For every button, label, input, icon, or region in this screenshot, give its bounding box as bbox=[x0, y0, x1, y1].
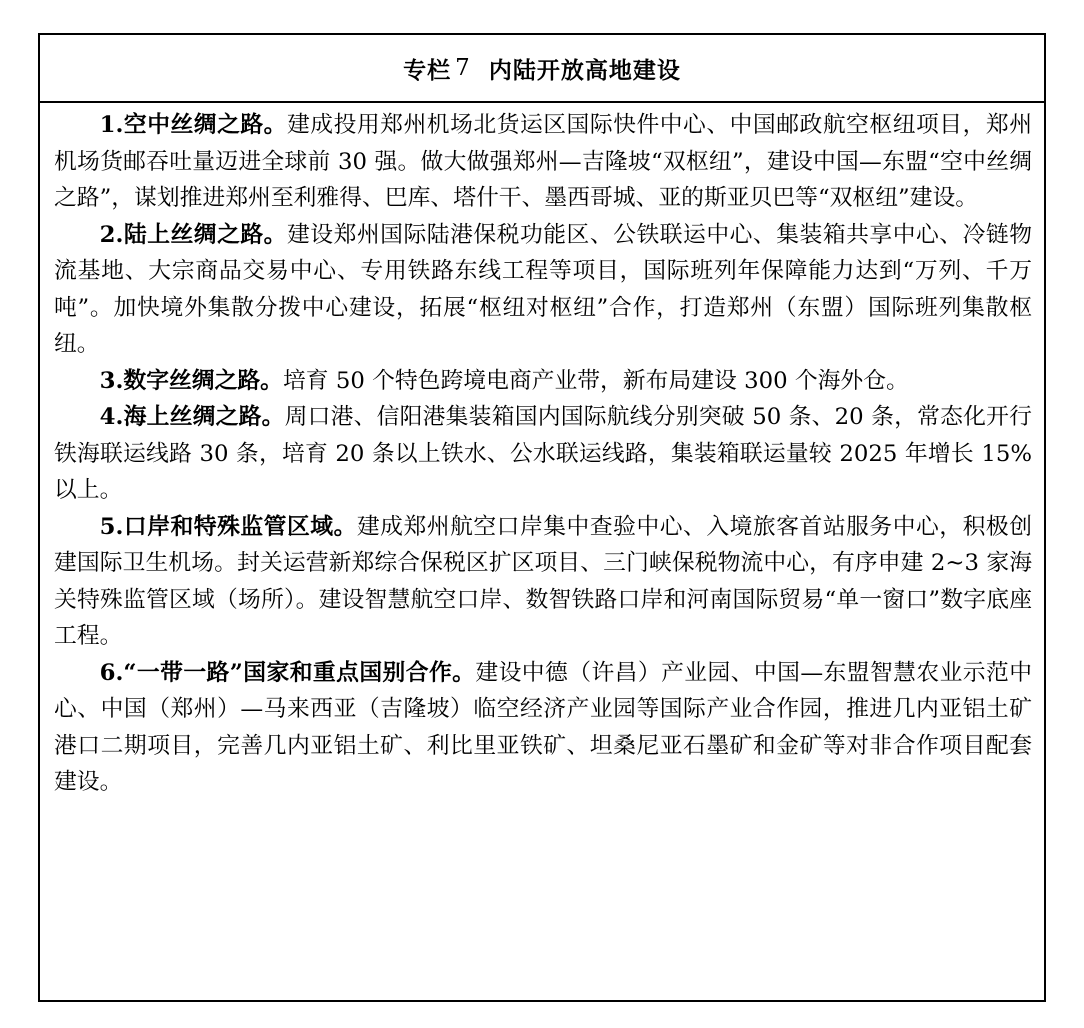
list-item bbox=[54, 363, 1032, 400]
item-text: 建设郑州国际陆港保税功能区、公铁联运中心、集装箱共享中心、冷链物流基地、大宗商品交易中心、专用铁路东线工程等项目，国际班列年保障能力达到“万列、千万吨”。加快境外集散分拨中心建设，拓展“枢纽对枢纽”合作，打造郑州（东盟）国际班列集散枢纽。 bbox=[54, 221, 1032, 357]
item-heading: 4.海上丝绸之路。 bbox=[99, 404, 285, 430]
column-title bbox=[40, 35, 1044, 103]
item-heading: 2.陆上丝绸之路。 bbox=[99, 221, 287, 248]
list-item bbox=[54, 399, 1032, 509]
item-text: 培育 50 个特色跨境电商产业带，新布局建设 300 个海外仓。 bbox=[282, 367, 909, 394]
column-title-prefix: 专栏 bbox=[403, 56, 452, 84]
item-text: 建设中德（许昌）产业园、中国—东盟智慧农业示范中心、中国（郑州）—马来西亚（吉隆坡）临空经济产业园等国际产业合作园，推进几内亚铝土矿港口二期项目，完善几内亚铝土矿、利比里亚铁矿、坦桑尼亚石墨矿和金矿等对非合作项目配套建设。 bbox=[54, 659, 1033, 795]
list-item bbox=[54, 655, 1032, 801]
column-box bbox=[38, 33, 1046, 1002]
list-item bbox=[54, 509, 1032, 655]
item-heading: 6.“一带一路”国家和重点国别合作。 bbox=[99, 659, 476, 686]
list-item bbox=[54, 107, 1032, 217]
column-title-text: 内陆开放高地建设 bbox=[488, 56, 681, 84]
item-text: 建成投用郑州机场北货运区国际快件中心、中国邮政航空枢纽项目，郑州机场货邮吞吐量迈进全球前 30 强。做大做强郑州—吉隆坡“双枢纽”，建设中国—东盟“空中丝绸之路”，谋划推进郑州至利雅得、巴库、塔什干、墨西哥城、亚的斯亚贝巴等“双枢纽”建设。 bbox=[54, 112, 1032, 211]
item-heading: 5.口岸和特殊监管区域。 bbox=[99, 513, 357, 540]
item-heading: 3.数字丝绸之路。 bbox=[99, 367, 283, 394]
list-item bbox=[54, 217, 1032, 363]
column-body bbox=[40, 103, 1044, 801]
column-title-number: 7 bbox=[455, 55, 471, 81]
item-text: 周口港、信阳港集装箱国内国际航线分别突破 50 条、20 条，常态化开行铁海联运线路 30 条，培育 20 条以上铁水、公水联运线路，集装箱联运量较 2025 年增长 15%以上。 bbox=[54, 404, 1032, 503]
item-heading: 1.空中丝绸之路。 bbox=[99, 112, 287, 138]
item-text: 建成郑州航空口岸集中查验中心、入境旅客首站服务中心，积极创建国际卫生机场。封关运营新郑综合保税区扩区项目、三门峡保税物流中心，有序申建 2~3 家海关特殊监管区域（场所）。建设智慧航空口岸、数智铁路口岸和河南国际贸易“单一窗口”数字底座工程。 bbox=[54, 513, 1032, 649]
